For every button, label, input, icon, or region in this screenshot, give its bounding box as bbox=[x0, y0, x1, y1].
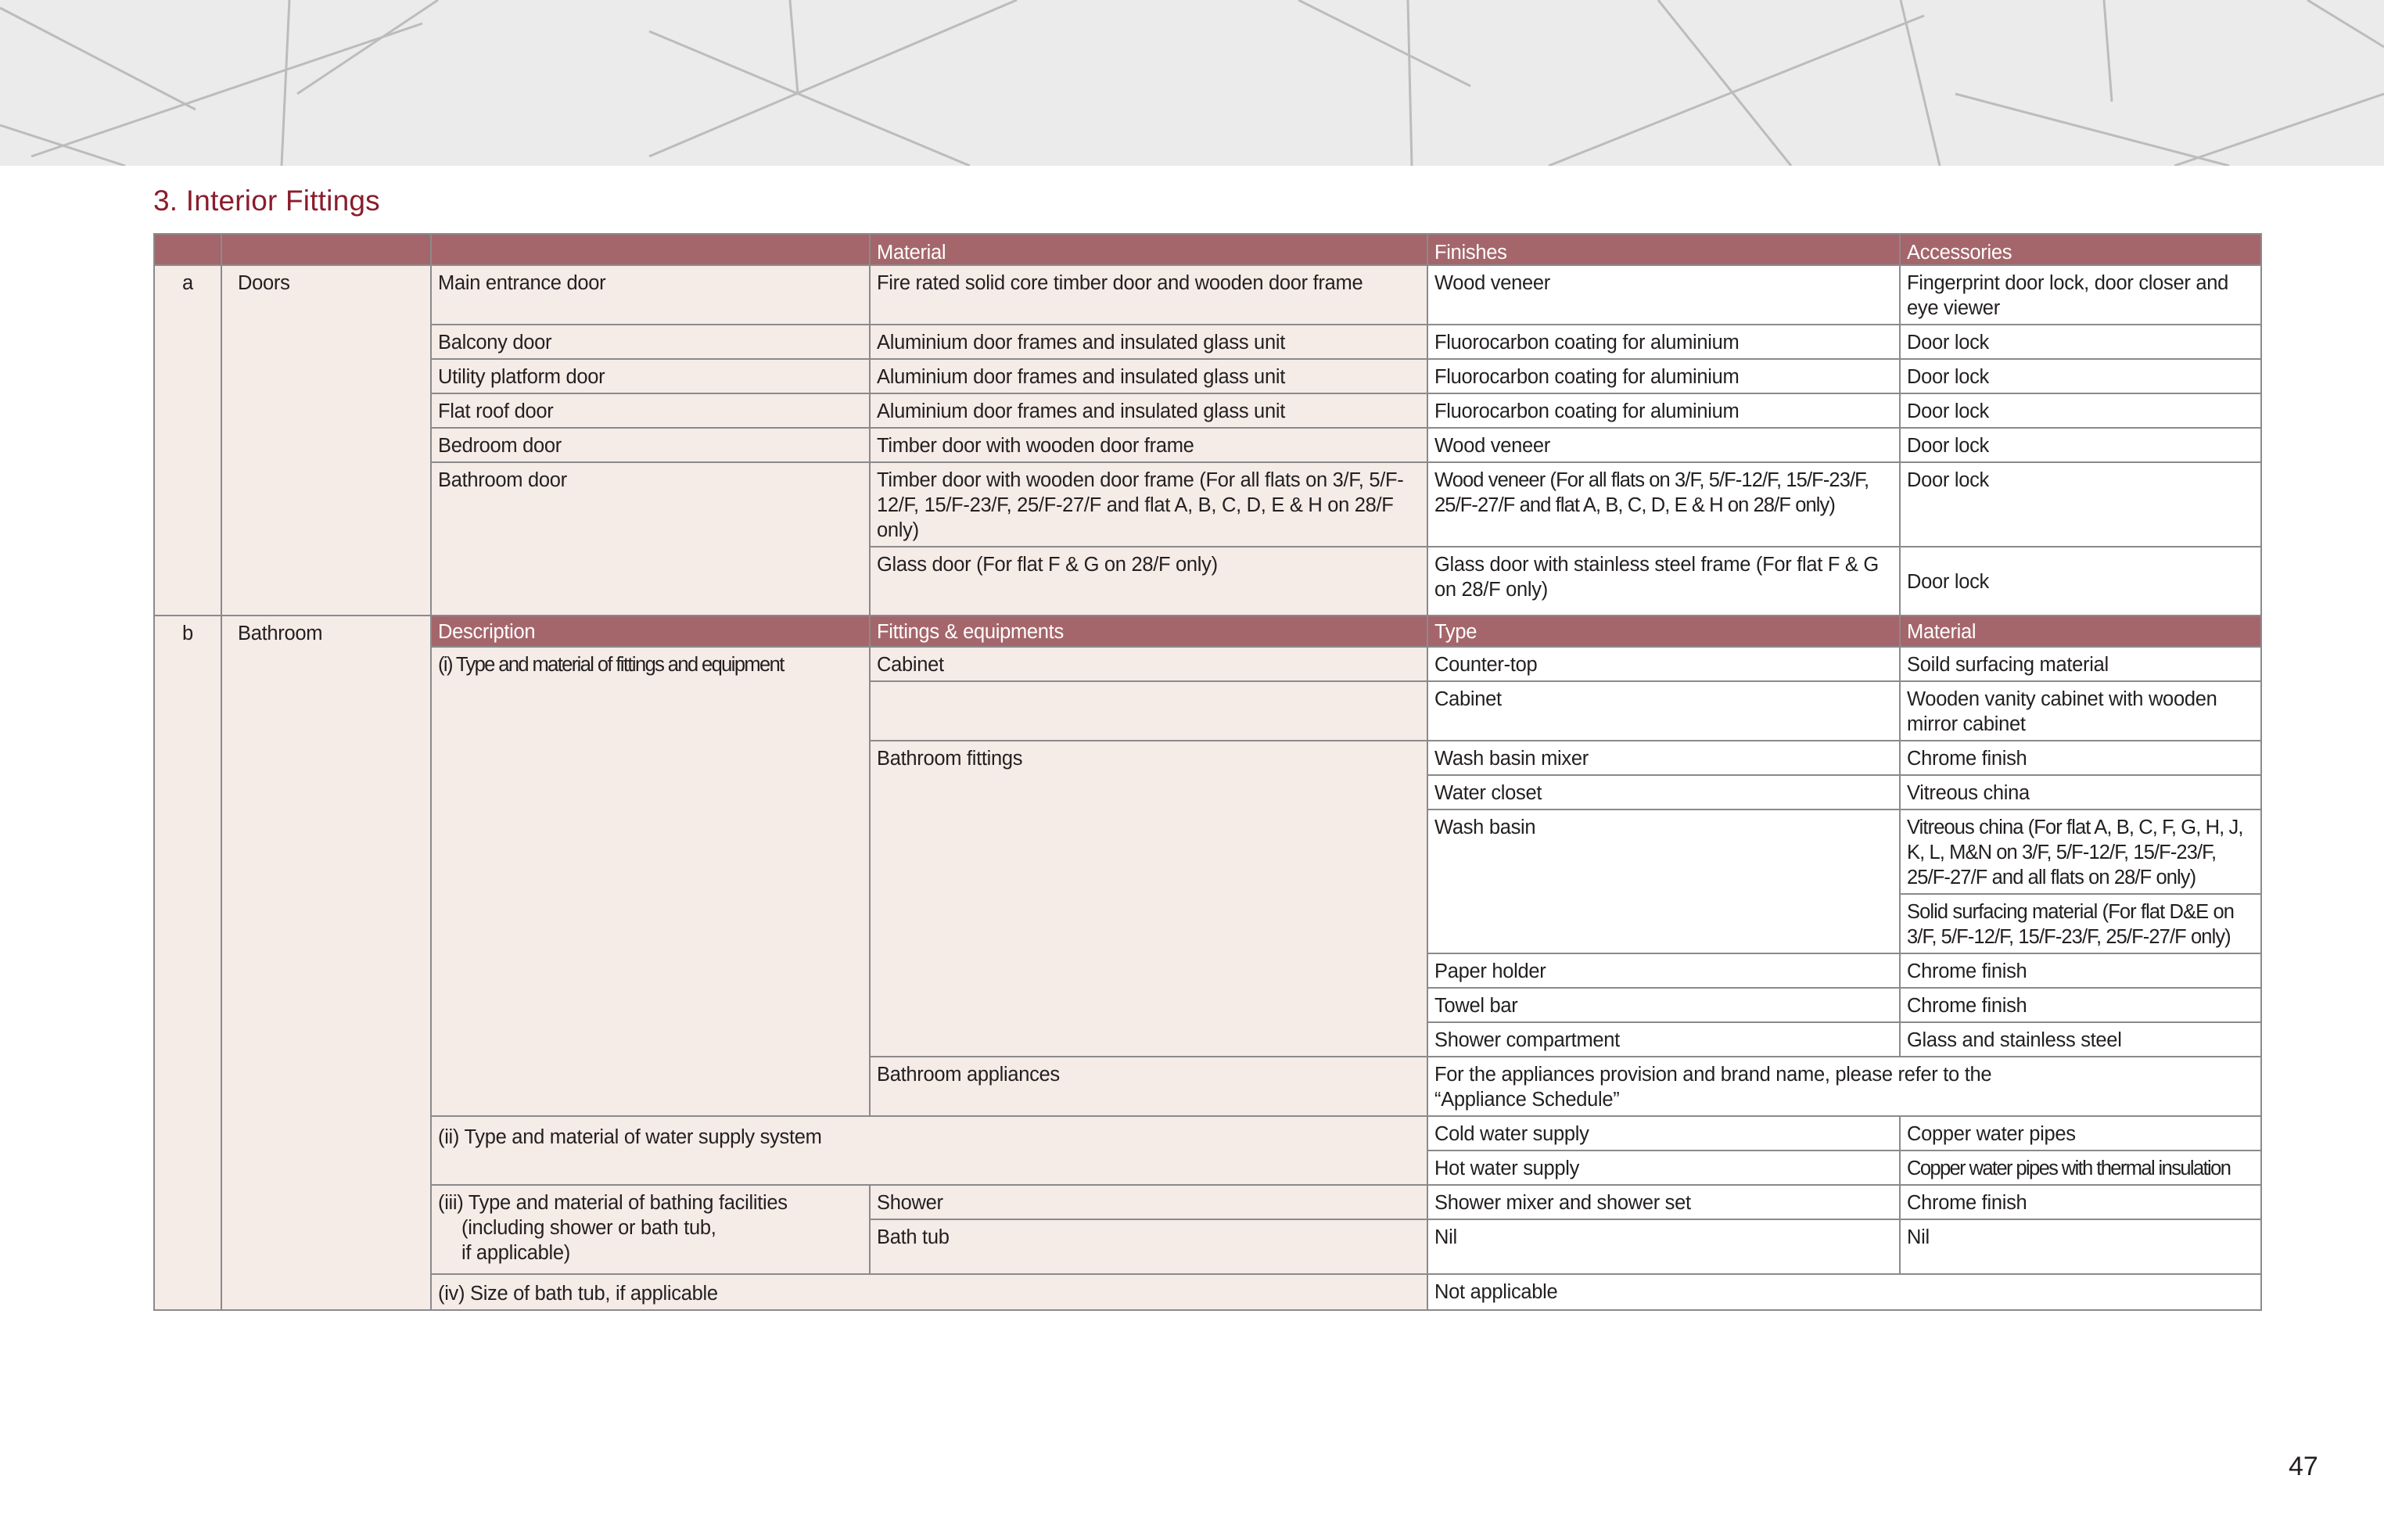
door-finish: Wood veneer (For all flats on 3/F, 5/F-12/F, 15/F-23/F, 25/F-27/F and flat A, B, C, D, E & H on 28/F only) bbox=[1427, 462, 1900, 547]
fitting-material: Wooden vanity cabinet with wooden mirror cabinet bbox=[1900, 681, 2261, 741]
table-row bbox=[154, 462, 2261, 547]
bathing-description-line: if applicable) bbox=[461, 1242, 570, 1264]
fitting-type: Counter-top bbox=[1427, 647, 1900, 681]
door-finish: Glass door with stainless steel frame (For flat F & G on 28/F only) bbox=[1427, 547, 1900, 616]
category-doors: Doors bbox=[221, 265, 431, 616]
door-material: Timber door with wooden door frame (For all flats on 3/F, 5/F-12/F, 15/F-23/F, 25/F-27/F and flat A, B, C, D, E & H on 28/F only) bbox=[870, 462, 1427, 547]
section-index-b: b bbox=[154, 616, 221, 1310]
fitting-type: Paper holder bbox=[1427, 953, 1900, 988]
bathing-material: Nil bbox=[1900, 1219, 2261, 1274]
door-material: Aluminium door frames and insulated glass unit bbox=[870, 325, 1427, 359]
table-row bbox=[154, 325, 2261, 359]
door-material: Fire rated solid core timber door and wooden door frame bbox=[870, 265, 1427, 325]
bathing-item: Bath tub bbox=[870, 1219, 1427, 1274]
fitting-type: Wash basin mixer bbox=[1427, 741, 1900, 775]
door-accessory: Door lock bbox=[1900, 325, 2261, 359]
door-item: Balcony door bbox=[431, 325, 870, 359]
page-number: 47 bbox=[2289, 1452, 2318, 1481]
table-row bbox=[154, 393, 2261, 428]
door-material: Aluminium door frames and insulated glass unit bbox=[870, 359, 1427, 393]
fitting-material: Chrome finish bbox=[1900, 953, 2261, 988]
cabinet-blank-cell bbox=[870, 681, 1427, 741]
fitting-material: Chrome finish bbox=[1900, 988, 2261, 1022]
door-material: Glass door (For flat F & G on 28/F only) bbox=[870, 547, 1427, 616]
geometric-line-pattern bbox=[0, 0, 2384, 166]
header-accessories: Accessories bbox=[1900, 234, 2261, 265]
header-fittings-equipments: Fittings & equipments bbox=[870, 616, 1427, 647]
decorative-header-banner bbox=[0, 0, 2384, 166]
bath-tub-size-description: (iv) Size of bath tub, if applicable bbox=[431, 1274, 1427, 1310]
bathroom-appliances-label: Bathroom appliances bbox=[870, 1057, 1427, 1116]
water-type: Cold water supply bbox=[1427, 1116, 1900, 1151]
fitting-type: Cabinet bbox=[1427, 681, 1900, 741]
interior-fittings-table bbox=[153, 233, 2262, 1311]
door-accessory: Door lock bbox=[1900, 428, 2261, 462]
fitting-type: Towel bar bbox=[1427, 988, 1900, 1022]
door-accessory: Door lock bbox=[1900, 547, 2261, 616]
door-accessory: Door lock bbox=[1900, 393, 2261, 428]
door-finish: Fluorocarbon coating for aluminium bbox=[1427, 325, 1900, 359]
door-item: Flat roof door bbox=[431, 393, 870, 428]
bath-tub-size-value: Not applicable bbox=[1427, 1274, 2261, 1310]
fitting-material: Chrome finish bbox=[1900, 741, 2261, 775]
water-material: Copper water pipes with thermal insulation bbox=[1900, 1151, 2261, 1185]
bathing-type: Shower mixer and shower set bbox=[1427, 1185, 1900, 1219]
door-finish: Wood veneer bbox=[1427, 265, 1900, 325]
table-row bbox=[154, 1185, 2261, 1219]
doors-header-row bbox=[154, 234, 2261, 265]
bathing-material: Chrome finish bbox=[1900, 1185, 2261, 1219]
door-material: Aluminium door frames and insulated glass unit bbox=[870, 393, 1427, 428]
fitting-material: Glass and stainless steel bbox=[1900, 1022, 2261, 1057]
section-title: 3. Interior Fittings bbox=[153, 185, 380, 217]
door-accessory: Door lock bbox=[1900, 462, 2261, 547]
section-index-a: a bbox=[154, 265, 221, 616]
fitting-material: Solid surfacing material (For flat D&E on 3/F, 5/F-12/F, 15/F-23/F, 25/F-27/F only) bbox=[1900, 894, 2261, 953]
fitting-material: Soild surfacing material bbox=[1900, 647, 2261, 681]
fitting-type: Water closet bbox=[1427, 775, 1900, 809]
door-finish: Fluorocarbon coating for aluminium bbox=[1427, 359, 1900, 393]
door-accessory: Fingerprint door lock, door closer and eye viewer bbox=[1900, 265, 2261, 325]
bathing-facilities-description bbox=[431, 1185, 870, 1274]
table-row bbox=[154, 1274, 2261, 1310]
bathing-description-line: (including shower or bath tub, bbox=[461, 1217, 716, 1239]
water-type: Hot water supply bbox=[1427, 1151, 1900, 1185]
door-finish: Wood veneer bbox=[1427, 428, 1900, 462]
table-row bbox=[154, 647, 2261, 681]
bathing-type: Nil bbox=[1427, 1219, 1900, 1274]
bathroom-fittings-label: Bathroom fittings bbox=[870, 741, 1427, 1057]
category-bathroom: Bathroom bbox=[221, 616, 431, 1310]
door-item: Main entrance door bbox=[431, 265, 870, 325]
fitting-type: Shower compartment bbox=[1427, 1022, 1900, 1057]
door-item: Utility platform door bbox=[431, 359, 870, 393]
fitting-type: Wash basin bbox=[1427, 809, 1900, 953]
header-description: Description bbox=[431, 616, 870, 647]
bathing-description-line: (iii) Type and material of bathing facilities bbox=[438, 1192, 788, 1214]
water-supply-description: (ii) Type and material of water supply system bbox=[431, 1116, 1427, 1185]
door-finish: Fluorocarbon coating for aluminium bbox=[1427, 393, 1900, 428]
appliances-note: For the appliances provision and brand name, please refer to the “Appliance Schedule” bbox=[1427, 1057, 2261, 1116]
bathing-item: Shower bbox=[870, 1185, 1427, 1219]
fitting-material: Vitreous china (For flat A, B, C, F, G, H, J, K, L, M&N on 3/F, 5/F-12/F, 15/F-23/F, 25/F-27/F and all flats on 28/F only) bbox=[1900, 809, 2261, 894]
water-material: Copper water pipes bbox=[1900, 1116, 2261, 1151]
door-item: Bedroom door bbox=[431, 428, 870, 462]
table-row bbox=[154, 359, 2261, 393]
fittings-description: (i) Type and material of fittings and equipment bbox=[431, 647, 870, 1116]
header-finishes: Finishes bbox=[1427, 234, 1900, 265]
table-row bbox=[154, 265, 2261, 325]
table-row bbox=[154, 616, 2261, 647]
door-material: Timber door with wooden door frame bbox=[870, 428, 1427, 462]
table-row bbox=[154, 1116, 2261, 1151]
table-row bbox=[154, 428, 2261, 462]
header-material: Material bbox=[870, 234, 1427, 265]
cabinet-label: Cabinet bbox=[870, 647, 1427, 681]
door-item: Bathroom door bbox=[431, 462, 870, 616]
header-bathroom-material: Material bbox=[1900, 616, 2261, 647]
door-accessory: Door lock bbox=[1900, 359, 2261, 393]
header-type: Type bbox=[1427, 616, 1900, 647]
fitting-material: Vitreous china bbox=[1900, 775, 2261, 809]
